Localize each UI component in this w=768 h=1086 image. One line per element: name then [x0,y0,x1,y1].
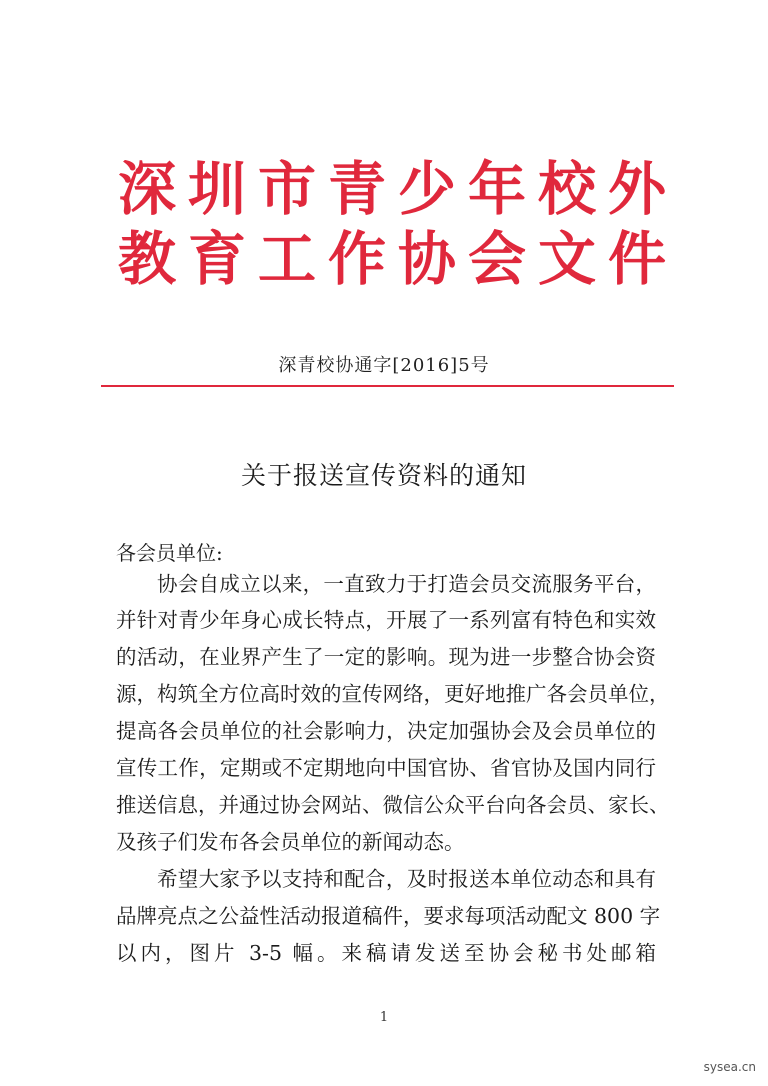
body-line: 品牌亮点之公益性活动报道稿件，要求每项活动配文 800 字 [116,904,661,928]
body-line: 提高各会员单位的社会影响力，决定加强协会及会员单位的 [116,719,656,743]
salutation: 各会员单位: [116,541,223,565]
page-number: 1 [379,1010,389,1025]
body-line: 及孩子们发布各会员单位的新闻动态。 [116,830,465,854]
body-line: 并针对青少年身心成长特点，开展了一系列富有特色和实效 [116,608,656,632]
notice-title: 关于报送宣传资料的通知 [240,461,527,490]
site-watermark: sysea.cn [703,1060,756,1074]
body-line: 宣传工作，定期或不定期地向中国官协、省官协及国内同行 [116,756,656,780]
body-line: 的活动，在业界产生了一定的影响。现为进一步整合协会资 [116,645,656,669]
body-line: 以内，图片 3-5 幅。来稿请发送至协会秘书处邮箱 [116,941,656,965]
document-number: 深青校协通字[2016]5号 [278,355,490,376]
issuer-title-line-2: 教育工作协会文件 [118,225,679,293]
body-line: 源，构筑全方位高时效的宣传网络，更好地推广各会员单位， [116,682,670,706]
header-divider [101,385,674,387]
body-line: 希望大家予以支持和配合，及时报送本单位动态和具有 [157,867,656,891]
body-line: 协会自成立以来，一直致力于打造会员交流服务平台， [157,572,656,596]
issuer-title-line-1: 深圳市青少年校外 [118,155,679,223]
body-line: 推送信息，并通过协会网站、微信公众平台向各会员、家长、 [116,793,670,817]
